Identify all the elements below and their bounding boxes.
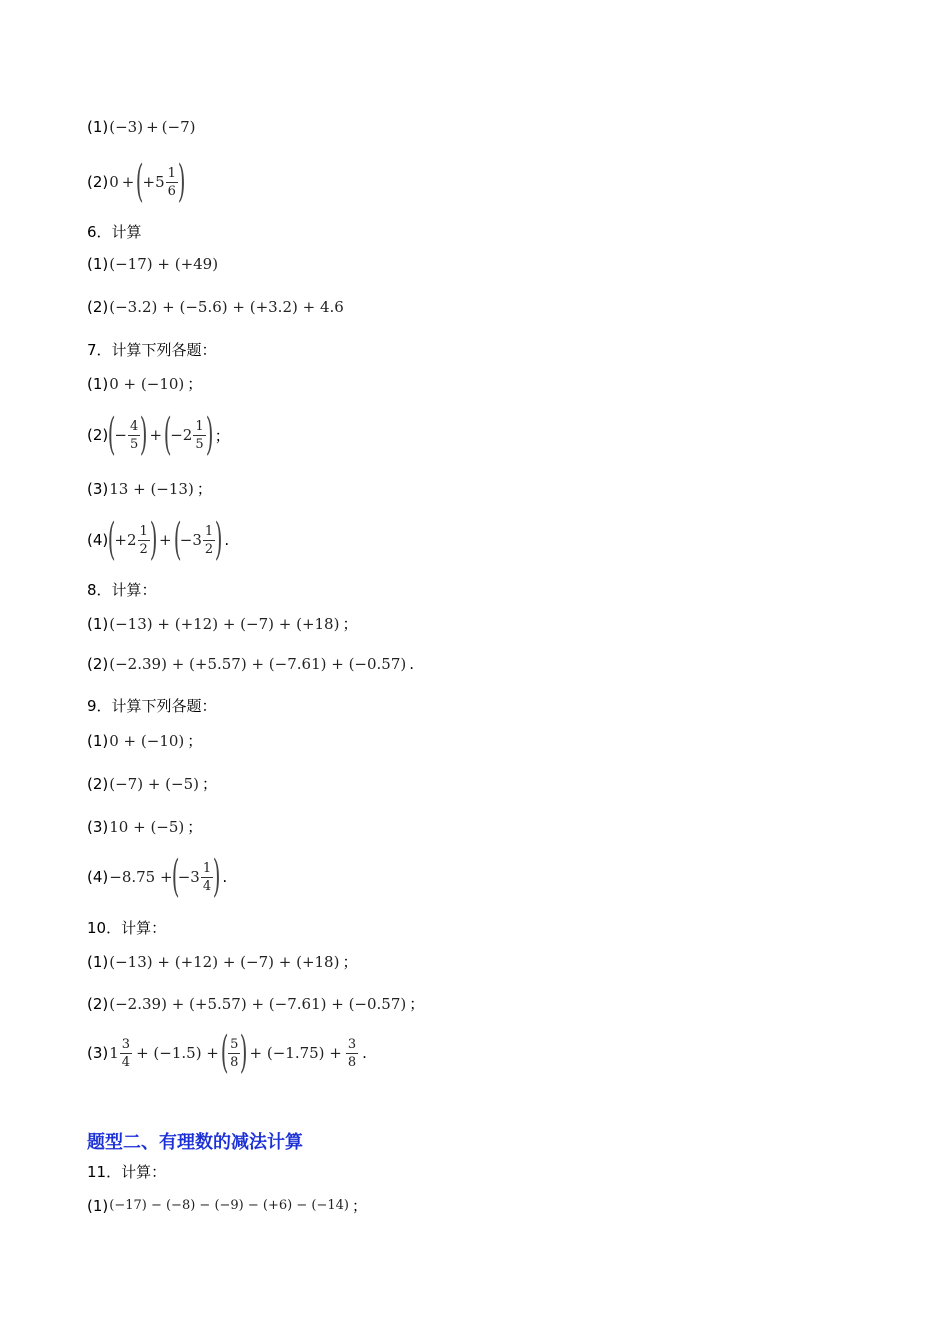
part-label: (1) (87, 374, 109, 393)
question-9-title: 9．计算下列各题： (87, 697, 217, 715)
fraction: $\frac{4}{5}$ (130, 418, 139, 452)
expression: (−2.39) + (+5.57) + (−7.61) + (−0.57) (109, 655, 407, 673)
question-6-title: 6．计算 (87, 223, 142, 241)
punctuation: ； (187, 732, 203, 750)
expression: 0 + (−10) (109, 731, 185, 750)
punctuation: . (409, 655, 415, 673)
q7-part-1 (87, 373, 202, 394)
q10-part-1 (87, 951, 357, 972)
punctuation: ； (342, 953, 358, 971)
expression: 10 + (−5) (109, 817, 185, 836)
q6-part-1 (87, 255, 218, 273)
punctuation: ； (351, 1197, 367, 1215)
q9-part-2 (87, 773, 217, 794)
q9-part-1 (87, 730, 202, 751)
fraction: $\frac{1}{4}$ (202, 860, 212, 894)
expression: 13 + (−13) (109, 479, 194, 498)
fraction: $\frac{1}{2}$ (204, 523, 214, 557)
part-label: (4) (87, 868, 109, 886)
expression: (−13) + (+12) + (−7) + (+18) (109, 952, 340, 971)
question-7-title: 7．计算下列各题： (87, 341, 217, 359)
expression: −8.75 + ( −3 $\frac{1}{4}$ ) (109, 851, 221, 902)
expression: (−17) + (+49) (109, 255, 219, 273)
expression: ( +2 $\frac{1}{2}$ ) + ( −3 $\frac{1}{2}$ ) (107, 514, 223, 565)
punctuation: . (362, 1044, 367, 1062)
part-label: (2) (87, 774, 109, 793)
punctuation: ； (342, 615, 358, 633)
part-label: (1) (87, 614, 109, 633)
term: (−3) (109, 118, 144, 136)
expression: (−17) − (−8) − (−9) − (+6) − (−14) (109, 1198, 349, 1213)
punctuation: ； (187, 818, 203, 836)
punctuation: ； (409, 995, 425, 1013)
expression: (−7) + (−5) (109, 774, 199, 793)
part-label: (1) (87, 255, 109, 273)
fraction: $\frac{1}{6}$ (167, 165, 176, 199)
q8-part-1 (87, 613, 357, 634)
whole-part: +5 (142, 173, 165, 191)
expression: (−2.39) + (+5.57) + (−7.61) + (−0.57) (109, 994, 407, 1013)
fraction: $\frac{5}{8}$ (230, 1036, 239, 1070)
part-label: (3) (87, 479, 109, 498)
question-8-title: 8．计算： (87, 581, 157, 599)
punctuation: ； (202, 775, 218, 793)
expression: 1 $\frac{3}{4}$ + (−1.5) + ( $\frac{5}{8}$ ) + (−1.75) + $\frac{3}{8}$ (109, 1027, 357, 1078)
section-heading: 题型二、有理数的减法计算 (87, 1132, 303, 1153)
fraction: $\frac{1}{5}$ (195, 418, 204, 452)
punctuation: ； (196, 480, 212, 498)
part-label: (3) (87, 1044, 109, 1062)
term: (−7) (161, 118, 196, 136)
q6-part-2 (87, 298, 344, 316)
punctuation: ； (214, 426, 230, 445)
part-label: (2) (87, 426, 109, 444)
q5-part-2 (87, 156, 186, 207)
fraction: $\frac{3}{4}$ (121, 1036, 131, 1070)
punctuation: . (224, 531, 230, 549)
punctuation: . (222, 868, 228, 886)
q9-part-3 (87, 816, 202, 837)
expression: 0 + (−10) (109, 374, 185, 393)
part-label: (1) (87, 731, 109, 750)
question-11-title: 11．计算： (87, 1163, 167, 1181)
q8-part-2 (87, 655, 414, 673)
q10-part-2 (87, 993, 424, 1014)
term: 0 (109, 173, 119, 191)
part-label: (2) (87, 994, 109, 1013)
part-label: (3) (87, 817, 109, 836)
question-10-title: 10．计算： (87, 919, 167, 937)
expression: (−3.2) + (−5.6) + (+3.2) + 4.6 (109, 298, 344, 316)
q9-part-4 (87, 851, 228, 902)
punctuation: ； (187, 375, 203, 393)
fraction: $\frac{1}{2}$ (139, 523, 148, 557)
expression: (−3) + (−7) (109, 118, 196, 136)
q7-part-4 (87, 514, 230, 565)
part-label: (4) (87, 531, 109, 549)
part-label: (1) (87, 118, 109, 136)
part-label: (2) (87, 655, 109, 673)
q7-part-2 (87, 409, 230, 460)
q7-part-3 (87, 478, 212, 499)
expression: ( − $\frac{4}{5}$ ) + ( −2 $\frac{1}{5}$ ) (107, 409, 214, 460)
q10-part-3 (87, 1027, 367, 1078)
expression: 0 + ( +5 $\frac{1}{6}$ ) (109, 156, 186, 207)
part-label: (2) (87, 173, 109, 191)
part-label: (1) (87, 952, 109, 971)
fraction: $\frac{3}{8}$ (347, 1036, 357, 1070)
part-label: (2) (87, 298, 109, 316)
part-label: (1) (87, 1196, 109, 1215)
q11-part-1 (87, 1195, 367, 1216)
expression: (−13) + (+12) + (−7) + (+18) (109, 614, 340, 633)
q5-part-1 (87, 118, 195, 136)
